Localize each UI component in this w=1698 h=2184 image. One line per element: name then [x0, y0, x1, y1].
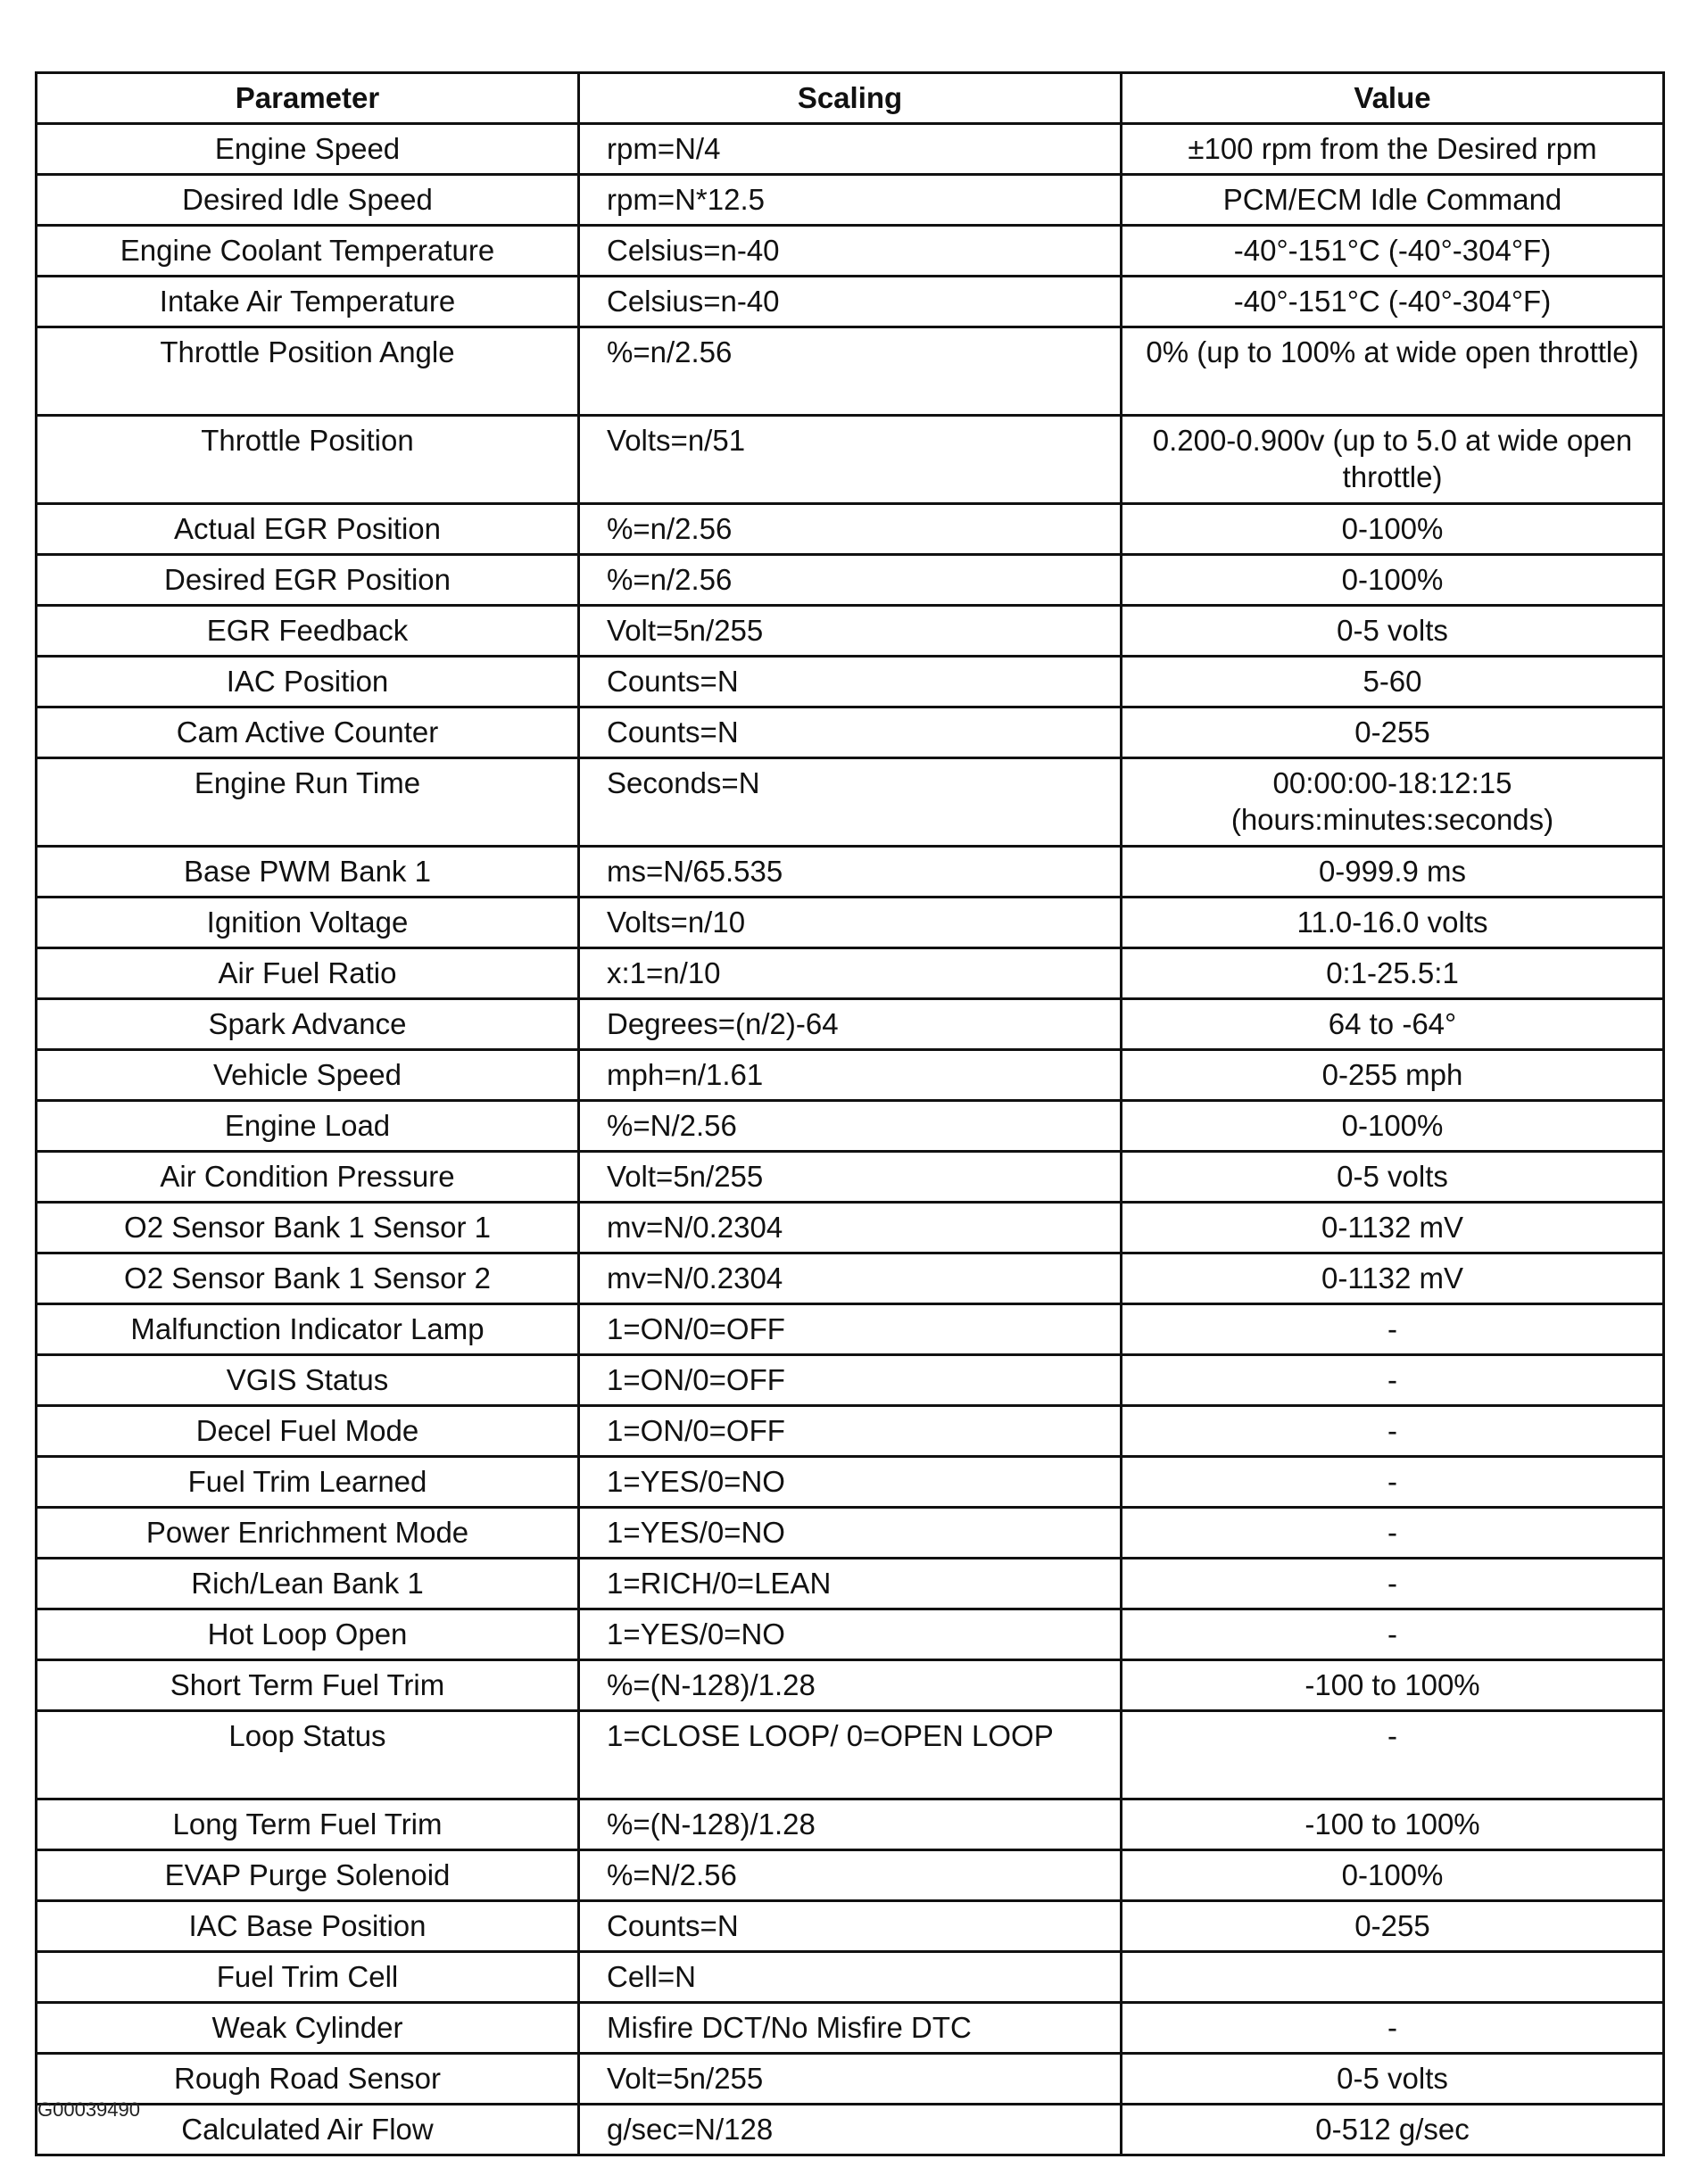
cell-value: PCM/ECM Idle Command [1122, 175, 1664, 226]
header-scaling: Scaling [579, 73, 1122, 124]
cell-value: - [1122, 1508, 1664, 1559]
table-row [37, 1609, 1664, 1660]
cell-value: - [1122, 1355, 1664, 1406]
cell-value: 64 to -64° [1122, 999, 1664, 1050]
cell-value: 0% (up to 100% at wide open throttle) [1122, 327, 1664, 416]
cell-scaling: Celsius=n-40 [579, 226, 1122, 277]
cell-scaling: %=(N-128)/1.28 [579, 1799, 1122, 1850]
cell-scaling: 1=ON/0=OFF [579, 1304, 1122, 1355]
cell-parameter: Intake Air Temperature [37, 277, 579, 327]
cell-scaling: Volt=5n/255 [579, 2054, 1122, 2105]
cell-value: 0-1132 mV [1122, 1203, 1664, 1253]
cell-parameter: Calculated Air Flow [37, 2105, 579, 2155]
cell-parameter: Weak Cylinder [37, 2003, 579, 2054]
cell-scaling: %=n/2.56 [579, 327, 1122, 416]
cell-value: -40°-151°C (-40°-304°F) [1122, 226, 1664, 277]
cell-parameter: Rough Road Sensor [37, 2054, 579, 2105]
header-row [37, 73, 1664, 124]
cell-scaling: Seconds=N [579, 758, 1122, 847]
cell-value: 5-60 [1122, 657, 1664, 707]
cell-scaling: Volts=n/10 [579, 898, 1122, 948]
cell-scaling: 1=YES/0=NO [579, 1457, 1122, 1508]
cell-parameter: Actual EGR Position [37, 504, 579, 555]
cell-scaling: %=N/2.56 [579, 1101, 1122, 1152]
cell-scaling: rpm=N/4 [579, 124, 1122, 175]
cell-value: -100 to 100% [1122, 1799, 1664, 1850]
cell-scaling: 1=ON/0=OFF [579, 1406, 1122, 1457]
cell-scaling: Celsius=n-40 [579, 277, 1122, 327]
cell-value: - [1122, 1609, 1664, 1660]
figure-id: G00039490 [37, 2098, 140, 2121]
table-row [37, 1050, 1664, 1101]
table-row [37, 1457, 1664, 1508]
cell-parameter: Throttle Position [37, 416, 579, 504]
table-row [37, 1660, 1664, 1711]
cell-parameter: Air Fuel Ratio [37, 948, 579, 999]
cell-scaling: Volt=5n/255 [579, 606, 1122, 657]
table-row [37, 504, 1664, 555]
table-row [37, 1711, 1664, 1799]
table-row [37, 847, 1664, 898]
cell-value: - [1122, 2003, 1664, 2054]
cell-scaling: 1=ON/0=OFF [579, 1355, 1122, 1406]
cell-parameter: EGR Feedback [37, 606, 579, 657]
cell-value: 0-512 g/sec [1122, 2105, 1664, 2155]
cell-value: 0-100% [1122, 555, 1664, 606]
table-row [37, 226, 1664, 277]
cell-scaling: x:1=n/10 [579, 948, 1122, 999]
cell-value [1122, 1952, 1664, 2003]
cell-scaling: %=(N-128)/1.28 [579, 1660, 1122, 1711]
table-row [37, 1952, 1664, 2003]
cell-parameter: VGIS Status [37, 1355, 579, 1406]
cell-scaling: Counts=N [579, 707, 1122, 758]
cell-value: 0-255 mph [1122, 1050, 1664, 1101]
table-row [37, 124, 1664, 175]
cell-scaling: 1=YES/0=NO [579, 1609, 1122, 1660]
cell-parameter: IAC Base Position [37, 1901, 579, 1952]
table-row [37, 277, 1664, 327]
cell-scaling: Degrees=(n/2)-64 [579, 999, 1122, 1050]
cell-scaling: Cell=N [579, 1952, 1122, 2003]
cell-parameter: O2 Sensor Bank 1 Sensor 2 [37, 1253, 579, 1304]
cell-scaling: mv=N/0.2304 [579, 1253, 1122, 1304]
cell-parameter: Base PWM Bank 1 [37, 847, 579, 898]
table-row [37, 1508, 1664, 1559]
cell-value: 0-100% [1122, 1101, 1664, 1152]
cell-parameter: Fuel Trim Learned [37, 1457, 579, 1508]
cell-parameter: Rich/Lean Bank 1 [37, 1559, 579, 1609]
table-row [37, 327, 1664, 416]
cell-parameter: IAC Position [37, 657, 579, 707]
cell-parameter: Vehicle Speed [37, 1050, 579, 1101]
cell-parameter: O2 Sensor Bank 1 Sensor 1 [37, 1203, 579, 1253]
cell-parameter: Engine Coolant Temperature [37, 226, 579, 277]
table-row [37, 2003, 1664, 2054]
cell-scaling: mv=N/0.2304 [579, 1203, 1122, 1253]
cell-scaling: Volt=5n/255 [579, 1152, 1122, 1203]
cell-parameter: Malfunction Indicator Lamp [37, 1304, 579, 1355]
header-parameter: Parameter [37, 73, 579, 124]
cell-scaling: Counts=N [579, 657, 1122, 707]
table-row [37, 1559, 1664, 1609]
table-row [37, 1850, 1664, 1901]
cell-parameter: Fuel Trim Cell [37, 1952, 579, 2003]
cell-parameter: Long Term Fuel Trim [37, 1799, 579, 1850]
cell-scaling: Misfire DCT/No Misfire DTC [579, 2003, 1122, 2054]
cell-scaling: 1=YES/0=NO [579, 1508, 1122, 1559]
cell-value: ±100 rpm from the Desired rpm [1122, 124, 1664, 175]
cell-value: 0:1-25.5:1 [1122, 948, 1664, 999]
cell-value: 00:00:00-18:12:15 (hours:minutes:seconds) [1122, 758, 1664, 847]
cell-parameter: Air Condition Pressure [37, 1152, 579, 1203]
cell-scaling: ms=N/65.535 [579, 847, 1122, 898]
cell-parameter: Desired EGR Position [37, 555, 579, 606]
cell-parameter: Cam Active Counter [37, 707, 579, 758]
cell-parameter: Power Enrichment Mode [37, 1508, 579, 1559]
cell-value: - [1122, 1406, 1664, 1457]
cell-value: -40°-151°C (-40°-304°F) [1122, 277, 1664, 327]
table-row [37, 1253, 1664, 1304]
cell-parameter: Engine Run Time [37, 758, 579, 847]
table-row [37, 707, 1664, 758]
cell-scaling: 1=CLOSE LOOP/ 0=OPEN LOOP [579, 1711, 1122, 1799]
cell-scaling: 1=RICH/0=LEAN [579, 1559, 1122, 1609]
cell-value: - [1122, 1304, 1664, 1355]
header-value: Value [1122, 73, 1664, 124]
cell-value: - [1122, 1559, 1664, 1609]
cell-scaling: g/sec=N/128 [579, 2105, 1122, 2155]
cell-scaling: %=n/2.56 [579, 555, 1122, 606]
table-row [37, 1799, 1664, 1850]
table-row [37, 606, 1664, 657]
table-row [37, 948, 1664, 999]
cell-scaling: Volts=n/51 [579, 416, 1122, 504]
cell-value: 0-5 volts [1122, 1152, 1664, 1203]
table-row [37, 555, 1664, 606]
table-row [37, 657, 1664, 707]
table-row [37, 1101, 1664, 1152]
cell-parameter: Ignition Voltage [37, 898, 579, 948]
cell-scaling: rpm=N*12.5 [579, 175, 1122, 226]
cell-parameter: Hot Loop Open [37, 1609, 579, 1660]
cell-parameter: Spark Advance [37, 999, 579, 1050]
cell-value: 0-255 [1122, 707, 1664, 758]
table-row [37, 2105, 1664, 2155]
table-row [37, 416, 1664, 504]
cell-value: 11.0-16.0 volts [1122, 898, 1664, 948]
cell-value: 0-1132 mV [1122, 1253, 1664, 1304]
table-row [37, 1406, 1664, 1457]
cell-value: - [1122, 1711, 1664, 1799]
table-row [37, 1901, 1664, 1952]
parameter-table [35, 71, 1665, 2156]
cell-scaling: %=n/2.56 [579, 504, 1122, 555]
table-row [37, 1355, 1664, 1406]
cell-parameter: Desired Idle Speed [37, 175, 579, 226]
cell-scaling: Counts=N [579, 1901, 1122, 1952]
cell-value: - [1122, 1457, 1664, 1508]
table-row [37, 2054, 1664, 2105]
cell-value: 0-255 [1122, 1901, 1664, 1952]
cell-value: 0-999.9 ms [1122, 847, 1664, 898]
cell-value: 0.200-0.900v (up to 5.0 at wide open throttle) [1122, 416, 1664, 504]
table-row [37, 758, 1664, 847]
table-row [37, 175, 1664, 226]
table-row [37, 1152, 1664, 1203]
cell-parameter: Engine Load [37, 1101, 579, 1152]
table-row [37, 999, 1664, 1050]
table-row [37, 898, 1664, 948]
cell-value: -100 to 100% [1122, 1660, 1664, 1711]
cell-scaling: mph=n/1.61 [579, 1050, 1122, 1101]
cell-parameter: Loop Status [37, 1711, 579, 1799]
table-row [37, 1203, 1664, 1253]
cell-value: 0-100% [1122, 1850, 1664, 1901]
cell-parameter: Short Term Fuel Trim [37, 1660, 579, 1711]
table-row [37, 1304, 1664, 1355]
cell-parameter: Engine Speed [37, 124, 579, 175]
cell-parameter: Decel Fuel Mode [37, 1406, 579, 1457]
table-body [37, 124, 1664, 2155]
cell-value: 0-5 volts [1122, 2054, 1664, 2105]
cell-parameter: EVAP Purge Solenoid [37, 1850, 579, 1901]
cell-scaling: %=N/2.56 [579, 1850, 1122, 1901]
cell-value: 0-5 volts [1122, 606, 1664, 657]
cell-value: 0-100% [1122, 504, 1664, 555]
cell-parameter: Throttle Position Angle [37, 327, 579, 416]
